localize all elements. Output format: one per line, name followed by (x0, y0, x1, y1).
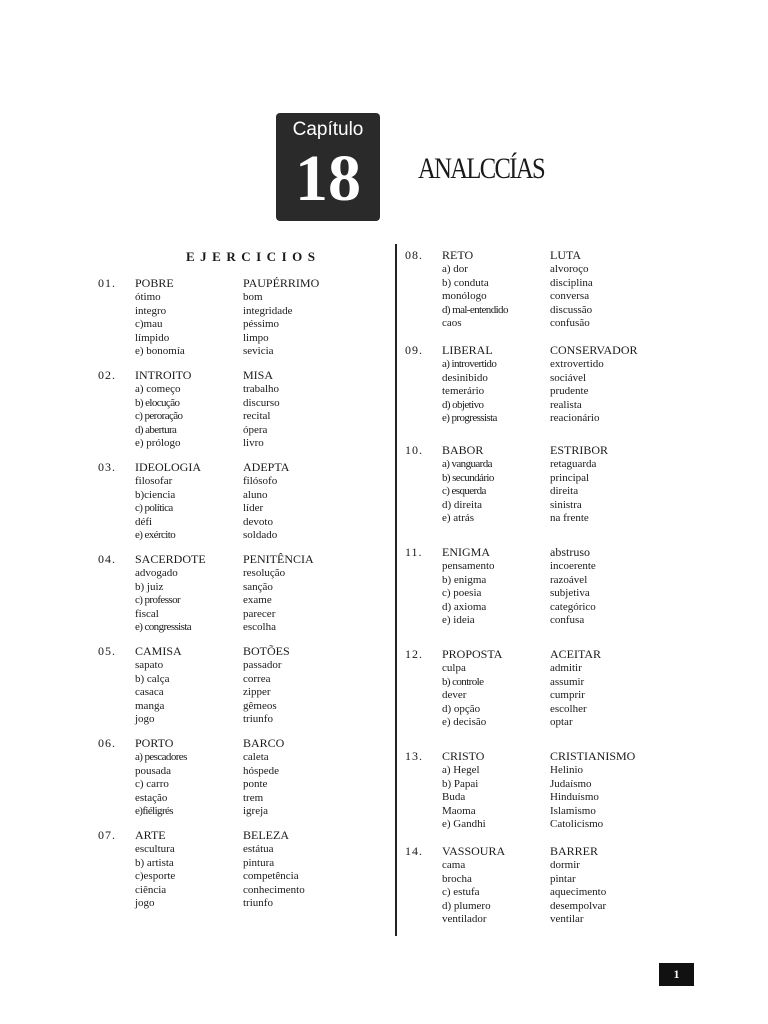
pair-term-a: ARTE (135, 828, 166, 842)
option-b: limpo (243, 331, 269, 344)
option-a: e) ideia (442, 614, 475, 626)
pair-term-b: ESTRIBOR (550, 443, 609, 457)
option-a: e) atrás (442, 512, 475, 524)
option-b: péssimo (243, 318, 280, 330)
option-row (98, 516, 428, 530)
option-b: correa (243, 672, 271, 685)
option-row (405, 614, 735, 628)
option-a: jogo (135, 897, 155, 909)
pair-term-a: SACERDOTE (135, 552, 206, 566)
option-row (405, 385, 735, 399)
option-b: Hinduísmo (550, 791, 599, 803)
option-b: aluno (243, 488, 268, 501)
option-b: admitir (550, 662, 582, 674)
option-a: pensamento (442, 560, 495, 572)
pair-term-b: BARCO (243, 736, 285, 750)
pair-term-b: BOTÕES (243, 644, 290, 658)
option-b: confusão (550, 317, 590, 329)
option-a: c)esporte (135, 870, 176, 882)
option-b: ventilar (550, 913, 584, 925)
pair-term-b: LUTA (550, 248, 582, 262)
exercise-header (405, 546, 735, 560)
option-a: e) bonomía (135, 345, 185, 357)
option-row (98, 383, 428, 397)
option-row (98, 884, 428, 898)
option-a: b) calça (135, 672, 170, 685)
exercise-number: 08. (405, 248, 423, 262)
option-b: igreja (243, 805, 269, 817)
option-b: exame (243, 594, 272, 606)
option-row (405, 676, 735, 690)
pair-term-a: ENIGMA (442, 545, 490, 559)
pair-term-a: POBRE (135, 276, 174, 290)
option-a: integro (135, 304, 167, 317)
exercise-11 (405, 546, 735, 628)
option-b: categórico (550, 600, 596, 613)
exercise-number: 11. (405, 545, 423, 559)
pair-term-a: VASSOURA (442, 844, 506, 858)
option-b: na frente (550, 512, 589, 524)
option-row (405, 458, 735, 472)
option-b: competência (243, 870, 299, 882)
pair-term-a: CRISTO (442, 749, 485, 763)
option-b: discurso (243, 396, 280, 409)
option-row (98, 291, 428, 305)
exercise-header (405, 444, 735, 458)
option-row (405, 560, 735, 574)
option-b: hóspede (243, 764, 280, 777)
option-b: dormir (550, 859, 580, 871)
option-a: b) Papai (442, 777, 479, 790)
option-row (98, 345, 428, 359)
option-a: manga (135, 699, 165, 712)
exercise-header (405, 648, 735, 662)
option-row (405, 662, 735, 676)
exercise-header (405, 750, 735, 764)
exercise-number: 05. (98, 644, 116, 658)
option-row (98, 870, 428, 884)
option-a: sapato (135, 659, 164, 671)
exercise-14 (405, 845, 735, 927)
section-title: EJERCICIOS (186, 249, 321, 264)
chapter-number: 18 (295, 142, 361, 215)
option-b: escolha (243, 621, 276, 633)
option-row (98, 424, 428, 438)
option-row (405, 587, 735, 601)
option-row (405, 913, 735, 927)
option-row (98, 318, 428, 332)
option-b: integridade (243, 304, 293, 317)
option-b: prudente (550, 385, 589, 397)
option-row (405, 372, 735, 386)
option-b: Catolicismo (550, 818, 604, 830)
option-b: confusa (550, 614, 585, 626)
option-row (405, 859, 735, 873)
option-a: límpido (135, 331, 170, 344)
option-row (98, 594, 428, 608)
option-b: retaguarda (550, 458, 597, 470)
option-row (98, 332, 428, 346)
option-row (98, 673, 428, 687)
option-row (98, 713, 428, 727)
option-row (98, 608, 428, 622)
exercise-08 (405, 249, 735, 331)
pair-term-a: INTROITO (135, 368, 192, 382)
option-row (98, 765, 428, 779)
option-b: trabalho (243, 383, 280, 395)
option-a: b) secundário (442, 471, 494, 484)
option-b: passador (243, 659, 282, 671)
option-b: trem (243, 791, 264, 804)
option-row (405, 900, 735, 914)
pair-term-a: CAMISA (135, 644, 182, 658)
option-a: filosofar (135, 475, 173, 487)
option-a: Maoma (442, 804, 476, 817)
option-b: discussão (550, 303, 593, 316)
option-a: b) conduta (442, 276, 489, 289)
option-a: e) congressista (135, 621, 192, 633)
exercise-number: 03. (98, 460, 116, 474)
pair-term-b: PENITÊNCIA (243, 552, 314, 566)
exercise-number: 07. (98, 828, 116, 842)
option-a: ventilador (442, 913, 487, 925)
option-b: livro (243, 437, 264, 449)
option-row (98, 581, 428, 595)
pair-term-b: BELEZA (243, 828, 289, 842)
pair-term-b: PAUPÉRRIMO (243, 276, 320, 290)
option-b: principal (550, 471, 590, 484)
option-a: c) estufa (442, 886, 480, 898)
option-a: b) controle (442, 675, 484, 688)
option-b: gêmeos (243, 699, 277, 712)
option-b: escolher (550, 702, 587, 715)
exercise-03 (98, 461, 428, 543)
option-b: soldado (243, 529, 278, 541)
option-a: a) pescadores (135, 751, 187, 763)
option-a: a) dor (442, 263, 468, 275)
exercise-header (98, 645, 428, 659)
pair-term-a: LIBERAL (442, 343, 493, 357)
option-row (98, 659, 428, 673)
option-a: desinibido (442, 371, 488, 384)
exercise-header (98, 829, 428, 843)
option-row (405, 818, 735, 832)
option-a: culpa (442, 662, 466, 674)
option-row (98, 567, 428, 581)
option-row (405, 716, 735, 730)
option-a: a) começo (135, 383, 181, 395)
option-b: bom (243, 291, 263, 303)
option-row (98, 437, 428, 451)
exercise-01 (98, 277, 428, 359)
option-a: d) objetivo (442, 398, 484, 411)
option-a: d) axioma (442, 600, 487, 613)
option-b: assumir (550, 675, 585, 688)
option-a: caos (442, 317, 462, 329)
option-a: b)ciencia (135, 488, 176, 501)
pair-term-b: ADEPTA (243, 460, 290, 474)
exercise-header (98, 737, 428, 751)
pair-term-a: BABOR (442, 443, 484, 457)
exercise-number: 09. (405, 343, 423, 357)
pair-term-b: ACEITAR (550, 647, 602, 661)
option-b: Helinio (550, 764, 583, 776)
option-row (405, 412, 735, 426)
option-a: c) peroração (135, 410, 183, 422)
option-a: e) decisão (442, 716, 487, 728)
option-a: temerário (442, 385, 485, 397)
exercise-header (98, 369, 428, 383)
option-row (98, 751, 428, 765)
option-row (98, 857, 428, 871)
option-row (405, 764, 735, 778)
option-a: d) direita (442, 498, 483, 511)
exercise-number: 12. (405, 647, 423, 661)
pair-term-b: BARRER (550, 844, 599, 858)
option-b: alvoroço (550, 263, 589, 275)
pair-term-b: abstruso (550, 545, 590, 559)
option-row (405, 805, 735, 819)
option-row (405, 703, 735, 717)
option-row (405, 886, 735, 900)
option-b: sevicia (243, 345, 274, 357)
pair-term-b: CRISTIANISMO (550, 749, 636, 763)
option-row (405, 290, 735, 304)
option-row (98, 475, 428, 489)
exercise-header (98, 461, 428, 475)
exercise-number: 14. (405, 844, 423, 858)
exercise-header (98, 277, 428, 291)
option-row (405, 485, 735, 499)
exercise-number: 02. (98, 368, 116, 382)
option-a: c) esquerda (442, 485, 486, 497)
option-b: parecer (243, 607, 276, 620)
exercise-number: 13. (405, 749, 423, 763)
option-row (405, 399, 735, 413)
option-b: reacionário (550, 412, 600, 424)
option-b: zipper (243, 686, 271, 698)
option-a: b) artista (135, 856, 174, 869)
option-a: monólogo (442, 290, 487, 302)
option-b: ópera (243, 423, 268, 436)
exercise-header (98, 553, 428, 567)
exercise-number: 04. (98, 552, 116, 566)
option-row (405, 791, 735, 805)
chapter-badge (276, 113, 380, 221)
option-row (98, 843, 428, 857)
option-b: direita (550, 485, 579, 497)
pair-term-a: PROPOSTA (442, 647, 503, 661)
chapter-title: ANALCCÍAS (418, 152, 545, 185)
option-a: c) carro (135, 778, 169, 790)
option-row (98, 792, 428, 806)
option-b: desempolvar (550, 899, 607, 912)
option-b: Islamismo (550, 804, 596, 817)
option-a: b) enigma (442, 573, 487, 586)
exercise-07 (98, 829, 428, 911)
exercise-number: 10. (405, 443, 423, 457)
option-b: razoável (550, 573, 588, 586)
option-row (405, 512, 735, 526)
exercise-10 (405, 444, 735, 526)
option-row (98, 305, 428, 319)
option-a: défi (135, 515, 153, 528)
option-b: realista (550, 398, 582, 411)
option-b: ponte (243, 778, 268, 790)
option-row (405, 689, 735, 703)
option-b: líder (243, 502, 264, 514)
option-row (405, 317, 735, 331)
option-b: devoto (243, 515, 273, 528)
option-a: d) abertura (135, 423, 177, 436)
option-row (405, 304, 735, 318)
option-b: caleta (243, 751, 269, 763)
option-a: advogado (135, 567, 178, 579)
option-row (98, 897, 428, 911)
option-row (98, 397, 428, 411)
option-row (405, 574, 735, 588)
option-row (98, 502, 428, 516)
option-b: conhecimento (243, 883, 305, 896)
option-b: cumprir (550, 689, 585, 701)
exercise-13 (405, 750, 735, 832)
option-row (98, 489, 428, 503)
exercise-09 (405, 344, 735, 426)
option-a: e) progressista (442, 412, 497, 424)
pair-term-a: RETO (442, 248, 474, 262)
option-a: estação (135, 791, 168, 804)
option-row (98, 778, 428, 792)
option-b: subjetiva (550, 587, 590, 599)
option-a: a) introvertido (442, 358, 497, 370)
pair-term-b: CONSERVADOR (550, 343, 638, 357)
exercise-header (405, 845, 735, 859)
option-a: a) Hegel (442, 764, 480, 776)
option-row (405, 601, 735, 615)
exercise-12 (405, 648, 735, 730)
exercise-04 (98, 553, 428, 635)
option-b: conversa (550, 290, 590, 302)
option-b: pintar (550, 872, 576, 885)
option-b: resolução (243, 567, 286, 579)
option-a: ciência (135, 883, 167, 896)
option-a: d) plumero (442, 899, 491, 912)
option-a: a) vanguarda (442, 458, 492, 470)
option-b: triunfo (243, 713, 273, 725)
option-b: aquecimento (550, 886, 607, 898)
option-a: pousada (135, 764, 172, 777)
option-row (98, 700, 428, 714)
option-b: filósofo (243, 475, 278, 487)
pair-term-a: PORTO (135, 736, 174, 750)
option-row (98, 410, 428, 424)
option-a: cama (442, 859, 466, 871)
option-row (98, 805, 428, 819)
option-row (405, 873, 735, 887)
option-a: e) exército (135, 529, 176, 541)
exercise-02 (98, 369, 428, 451)
exercise-number: 06. (98, 736, 116, 750)
option-b: sociável (550, 371, 587, 384)
option-b: recital (243, 410, 271, 422)
option-row (405, 472, 735, 486)
option-a: d) mal-entendido (442, 303, 508, 316)
pair-term-a: IDEOLOGIA (135, 460, 201, 474)
option-a: c) poesia (442, 587, 482, 599)
option-a: jogo (135, 713, 155, 725)
option-b: optar (550, 716, 573, 728)
option-a: c) professor (135, 594, 181, 606)
exercise-05 (98, 645, 428, 727)
option-row (98, 686, 428, 700)
option-row (405, 778, 735, 792)
chapter-label: Capítulo (292, 119, 364, 140)
option-b: incoerente (550, 560, 596, 572)
pair-term-b: MISA (243, 368, 274, 382)
option-a: Buda (442, 791, 466, 803)
option-b: extrovertido (550, 358, 604, 370)
option-a: e) Gandhi (442, 818, 486, 830)
option-a: e) prólogo (135, 437, 181, 449)
option-a: fiscal (135, 607, 159, 620)
option-b: estátua (243, 843, 274, 855)
option-a: escultura (135, 843, 175, 855)
option-row (98, 529, 428, 543)
option-row (405, 358, 735, 372)
exercise-number: 01. (98, 276, 116, 290)
option-a: c)mau (135, 318, 163, 330)
option-a: dever (442, 689, 467, 701)
exercise-header (405, 249, 735, 263)
option-b: sinistra (550, 498, 582, 511)
option-a: b) juiz (135, 580, 164, 593)
option-a: casaca (135, 686, 164, 698)
option-a: c) política (135, 502, 173, 514)
exercise-header (405, 344, 735, 358)
option-row (405, 263, 735, 277)
option-a: d) opção (442, 702, 481, 715)
option-b: disciplina (550, 276, 593, 289)
option-row (405, 277, 735, 291)
page-number: 1 (659, 963, 694, 986)
option-a: brocha (442, 872, 472, 885)
option-b: Judaísmo (550, 777, 592, 790)
exercise-06 (98, 737, 428, 819)
option-b: pintura (243, 856, 275, 869)
option-b: triunfo (243, 897, 273, 909)
option-a: e)fiéligrés (135, 805, 173, 817)
option-a: ótimo (135, 291, 161, 303)
option-row (405, 499, 735, 513)
option-row (98, 621, 428, 635)
option-a: b) elocução (135, 396, 180, 409)
option-b: sanção (243, 580, 273, 593)
